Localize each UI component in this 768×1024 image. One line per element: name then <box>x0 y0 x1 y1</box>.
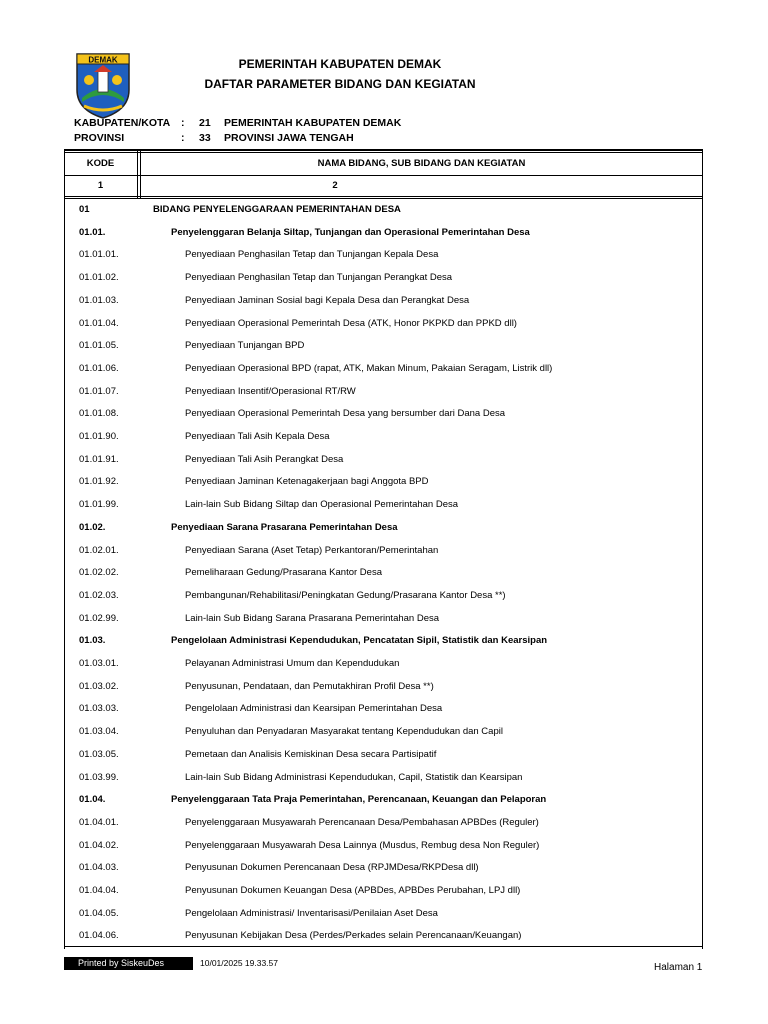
row-nama: Penyediaan Operasional BPD (rapat, ATK, Makan Minum, Pakaian Seragam, Listrik dll) <box>185 362 553 374</box>
row-kode: 01.03.99. <box>79 771 119 783</box>
svg-text:DEMAK: DEMAK <box>88 55 118 65</box>
row-nama: Penyediaan Tunjangan BPD <box>185 340 305 352</box>
row-kode: 01.01.91. <box>79 453 119 465</box>
row-nama: Pemeliharaan Gedung/Prasarana Kantor Desa <box>185 567 382 579</box>
printed-by-badge: Printed by SiskeuDes <box>64 957 193 970</box>
table-row <box>64 363 703 385</box>
row-kode: 01.01.01. <box>79 249 119 261</box>
prov-label: PROVINSI <box>74 132 125 144</box>
row-nama: Penyediaan Jaminan Ketenagakerjaan bagi Anggota BPD <box>185 476 429 488</box>
row-kode: 01.03.01. <box>79 658 119 669</box>
row-kode: 01.01.99. <box>79 499 119 511</box>
row-kode: 01.01.06. <box>79 362 119 374</box>
prov-colon: : <box>181 132 185 144</box>
column-header-kode: KODE <box>86 158 115 169</box>
header-bottom-border <box>64 196 703 197</box>
row-nama: Penyediaan Sarana (Aset Tetap) Perkantoran/Pemerintahan <box>185 544 439 556</box>
table-row <box>64 772 703 794</box>
table-row <box>64 658 703 680</box>
row-kode: 01.02.02. <box>79 567 119 579</box>
row-nama: Penyediaan Penghasilan Tetap dan Tunjangan Kepala Desa <box>185 249 439 261</box>
row-nama: Penyediaan Jaminan Sosial bagi Kepala Desa dan Perangkat Desa <box>185 294 470 306</box>
row-kode: 01.03.04. <box>79 726 119 738</box>
row-kode: 01.02. <box>79 521 106 533</box>
prov-code: 33 <box>199 132 211 144</box>
row-nama: Pembangunan/Rehabilitasi/Peningkatan Gedung/Prasarana Kantor Desa **) <box>185 589 506 601</box>
row-nama: Penyusunan Kebijakan Desa (Perdes/Perkades selain Perencanaan/Keuangan) <box>185 930 522 942</box>
table-row <box>64 408 703 430</box>
row-nama: Penyediaan Operasional Pemerintah Desa yang bersumber dari Dana Desa <box>185 408 506 420</box>
header-bottom-border-inner <box>64 198 703 199</box>
table-row <box>64 703 703 725</box>
table-row <box>64 249 703 271</box>
table-row <box>64 749 703 771</box>
row-nama: Penyediaan Insentif/Operasional RT/RW <box>185 385 356 397</box>
row-kode: 01.03.03. <box>79 703 119 715</box>
row-nama: Penyediaan Tali Asih Kepala Desa <box>185 431 330 442</box>
table-row <box>64 908 703 930</box>
row-kode: 01.04.02. <box>79 839 119 851</box>
table-row <box>64 454 703 476</box>
row-kode: 01.01.03. <box>79 294 119 306</box>
row-nama: Penyediaan Operasional Pemerintah Desa (ATK, Honor PKPKD dan PPKD dll) <box>185 317 517 329</box>
row-nama: Penyusunan Dokumen Perencanaan Desa (RPJMDesa/RKPDesa dll) <box>185 862 479 874</box>
printed-timestamp: 10/01/2025 19.33.57 <box>200 958 278 968</box>
row-kode: 01.03.05. <box>79 748 119 760</box>
table-row <box>64 862 703 884</box>
row-nama: Penyediaan Tali Asih Perangkat Desa <box>185 453 344 465</box>
table-top-border-inner <box>64 152 703 153</box>
table-row <box>64 590 703 612</box>
demak-logo-icon <box>74 50 132 120</box>
column-header-nama: NAMA BIDANG, SUB BIDANG DAN KEGIATAN <box>317 158 526 169</box>
row-kode: 01.04.03. <box>79 862 119 874</box>
prov-name: PROVINSI JAWA TENGAH <box>224 132 354 144</box>
header-divider <box>64 175 703 176</box>
row-kode: 01.04.04. <box>79 885 119 896</box>
row-kode: 01.01.02. <box>79 272 119 284</box>
row-nama: Penyediaan Penghasilan Tetap dan Tunjangan Perangkat Desa <box>185 272 453 284</box>
table-row <box>64 272 703 294</box>
row-kode: 01.04.05. <box>79 907 119 919</box>
row-nama: Penyelenggaraan Musyawarah Perencanaan Desa/Pembahasan APBDes (Reguler) <box>185 816 539 828</box>
row-nama: Pengelolaan Administrasi/ Inventarisasi/Penilaian Aset Desa <box>185 907 438 919</box>
table-row <box>64 545 703 567</box>
kab-label: KABUPATEN/KOTA <box>74 117 171 129</box>
row-nama: Pemetaan dan Analisis Kemiskinan Desa secara Partisipatif <box>185 748 437 760</box>
row-kode: 01.01.05. <box>79 340 119 352</box>
table-row <box>64 499 703 521</box>
table-row <box>64 340 703 362</box>
row-nama: Pengelolaan Administrasi dan Kearsipan Pemerintahan Desa <box>185 703 443 715</box>
row-kode: 01.03.02. <box>79 680 119 692</box>
row-kode: 01.01.08. <box>79 408 119 420</box>
row-nama: Lain-lain Sub Bidang Administrasi Kependudukan, Capil, Statistik dan Kearsipan <box>185 771 523 783</box>
row-nama: Penyelenggaraan Musyawarah Desa Lainnya (Musdus, Rembug desa Non Reguler) <box>185 839 540 851</box>
row-kode: 01.02.99. <box>79 612 119 624</box>
row-nama: Penyediaan Sarana Prasarana Pemerintahan Desa <box>171 521 398 533</box>
table-row <box>64 635 703 657</box>
row-kode: 01.04.06. <box>79 930 119 942</box>
table-row <box>64 794 703 816</box>
row-nama: Penyusunan, Pendataan, dan Pemutakhiran Profil Desa **) <box>185 680 434 692</box>
row-kode: 01.03. <box>79 635 106 647</box>
table-row <box>64 840 703 862</box>
row-kode: 01.04.01. <box>79 816 119 828</box>
row-kode: 01.01.90. <box>79 431 119 442</box>
row-nama: Penyuluhan dan Penyadaran Masyarakat tentang Kependudukan dan Capil <box>185 726 503 738</box>
row-kode: 01 <box>79 204 90 215</box>
row-kode: 01.01.07. <box>79 385 119 397</box>
kab-colon: : <box>181 117 185 129</box>
kab-name: PEMERINTAH KABUPATEN DEMAK <box>224 117 402 129</box>
table-row <box>64 681 703 703</box>
table-row <box>64 227 703 249</box>
row-nama: Pelayanan Administrasi Umum dan Kependudukan <box>185 658 400 669</box>
table-bottom-border <box>64 946 703 947</box>
row-nama: Lain-lain Sub Bidang Sarana Prasarana Pemerintahan Desa <box>185 612 440 624</box>
table-row <box>64 817 703 839</box>
kab-code: 21 <box>199 117 211 129</box>
table-row <box>64 204 703 226</box>
table-row <box>64 386 703 408</box>
row-kode: 01.01.04. <box>79 317 119 329</box>
row-kode: 01.02.03. <box>79 589 119 601</box>
report-title: DAFTAR PARAMETER BIDANG DAN KEGIATAN <box>204 77 476 91</box>
table-row <box>64 431 703 453</box>
page-number: Halaman 1 <box>654 962 703 973</box>
row-nama: BIDANG PENYELENGGARAAN PEMERINTAHAN DESA <box>153 204 401 215</box>
row-nama: Penyusunan Dokumen Keuangan Desa (APBDes, APBDes Perubahan, LPJ dll) <box>185 885 521 896</box>
table-row <box>64 726 703 748</box>
table-row <box>64 567 703 589</box>
row-kode: 01.01. <box>79 226 106 238</box>
table-top-border <box>64 149 703 151</box>
table-row <box>64 295 703 317</box>
row-nama: Penyelenggaran Belanja Siltap, Tunjangan dan Operasional Pemerintahan Desa <box>171 226 530 238</box>
table-row <box>64 522 703 544</box>
table-row <box>64 318 703 340</box>
column-number-1: 1 <box>97 180 104 191</box>
row-nama: Lain-lain Sub Bidang Siltap dan Operasional Pemerintahan Desa <box>185 499 459 511</box>
column-number-2: 2 <box>332 180 338 191</box>
table-row <box>64 476 703 498</box>
row-nama: Penyelenggaraan Tata Praja Pemerintahan, Perencanaan, Keuangan dan Pelaporan <box>171 794 547 806</box>
row-kode: 01.01.92. <box>79 476 119 488</box>
row-kode: 01.04. <box>79 794 106 806</box>
table-row <box>64 885 703 907</box>
table-row <box>64 613 703 635</box>
table-row <box>64 930 703 952</box>
row-nama: Pengelolaan Administrasi Kependudukan, Pencatatan Sipil, Statistik dan Kearsipan <box>171 635 548 647</box>
row-kode: 01.02.01. <box>79 544 119 556</box>
report-title-institution: PEMERINTAH KABUPATEN DEMAK <box>238 57 442 71</box>
